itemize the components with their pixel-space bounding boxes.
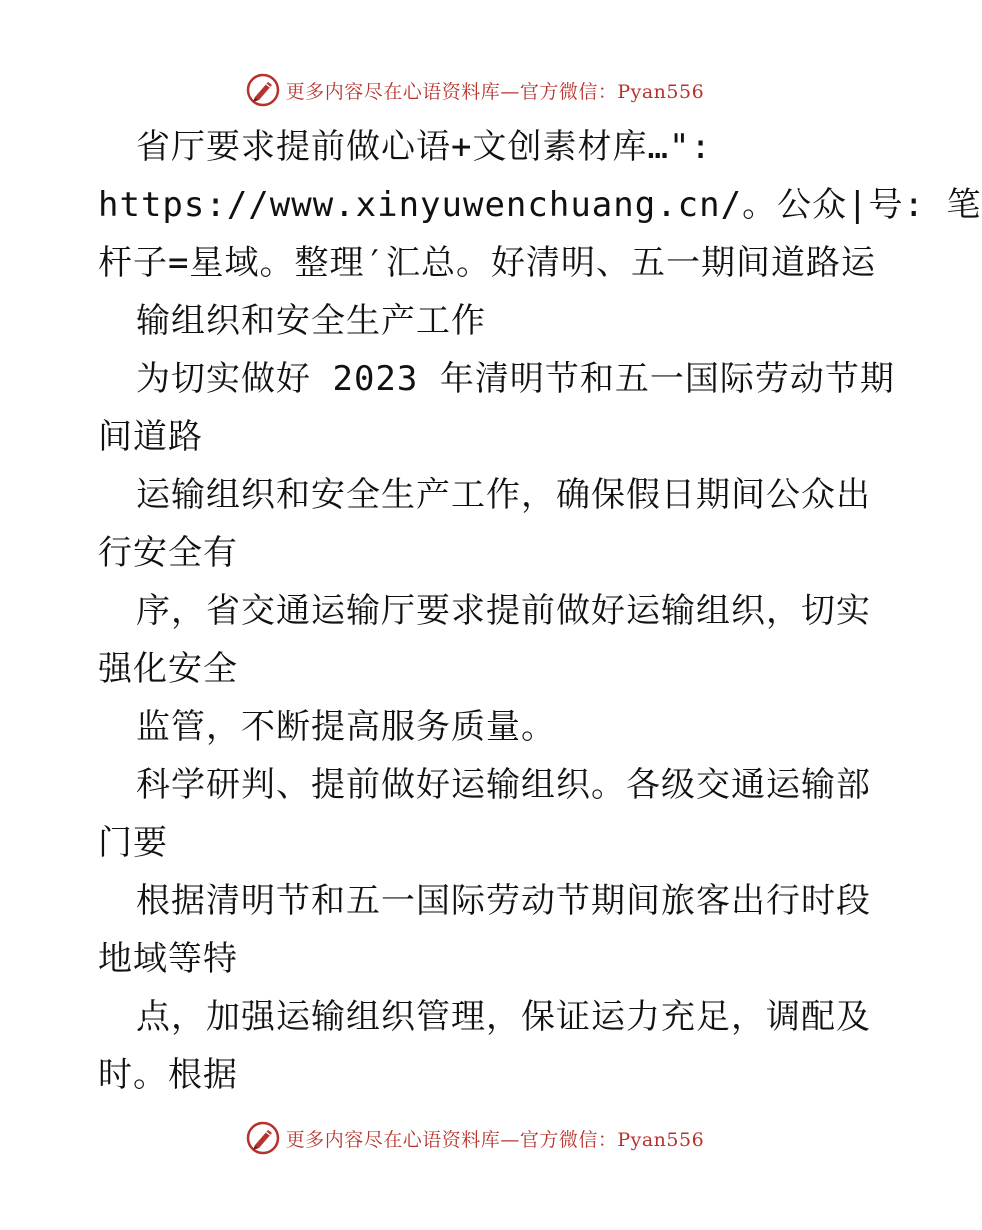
text-line: 为切实做好 2023 年清明节和五一国际劳动节期 xyxy=(136,359,895,399)
text-line: 杆子=星域。整理′汇总。好清明、五一期间道路运 xyxy=(98,243,876,283)
text-line: 科学研判、提前做好运输组织。各级交通运输部 xyxy=(136,765,871,805)
watermark-separator: — xyxy=(500,80,520,103)
watermark-separator: — xyxy=(500,1128,520,1151)
text-line: 间道路 xyxy=(98,417,203,457)
text-line: 行安全有 xyxy=(98,533,238,573)
watermark-wechat-id: Pyan556 xyxy=(617,1128,705,1151)
text-line: 地域等特 xyxy=(98,939,238,979)
text-line: 时。根据 xyxy=(98,1055,238,1095)
text-line: 输组织和安全生产工作 xyxy=(136,301,486,341)
watermark-wechat-label: 官方微信： xyxy=(519,1128,618,1151)
watermark-text xyxy=(286,1125,704,1152)
text-line: 监管，不断提高服务质量。 xyxy=(136,707,556,747)
watermark-wechat-label: 官方微信： xyxy=(519,80,618,103)
text-line: 强化安全 xyxy=(98,649,238,689)
text-line: 点，加强运输组织管理，保证运力充足，调配及 xyxy=(136,997,871,1037)
watermark-text xyxy=(286,77,704,104)
watermark-main-text: 更多内容尽在心语资料库 xyxy=(285,1128,501,1151)
header-watermark xyxy=(0,70,950,110)
text-line: 序，省交通运输厅要求提前做好运输组织，切实 xyxy=(136,591,871,631)
logo-pen-icon xyxy=(246,1121,280,1155)
text-line: 根据清明节和五一国际劳动节期间旅客出行时段 xyxy=(136,881,871,921)
footer-watermark xyxy=(0,1118,950,1158)
logo-pen-icon xyxy=(246,73,280,107)
text-line: 运输组织和安全生产工作，确保假日期间公众出 xyxy=(136,475,871,515)
text-line: https://www.xinyuwenchuang.cn/。公众|号: 笔 xyxy=(98,185,982,225)
text-line: 门要 xyxy=(98,823,168,863)
watermark-main-text: 更多内容尽在心语资料库 xyxy=(285,80,501,103)
document-body xyxy=(98,118,982,1104)
text-line: 省厅要求提前做心语+文创素材库…": xyxy=(136,127,712,167)
watermark-wechat-id: Pyan556 xyxy=(617,80,705,103)
